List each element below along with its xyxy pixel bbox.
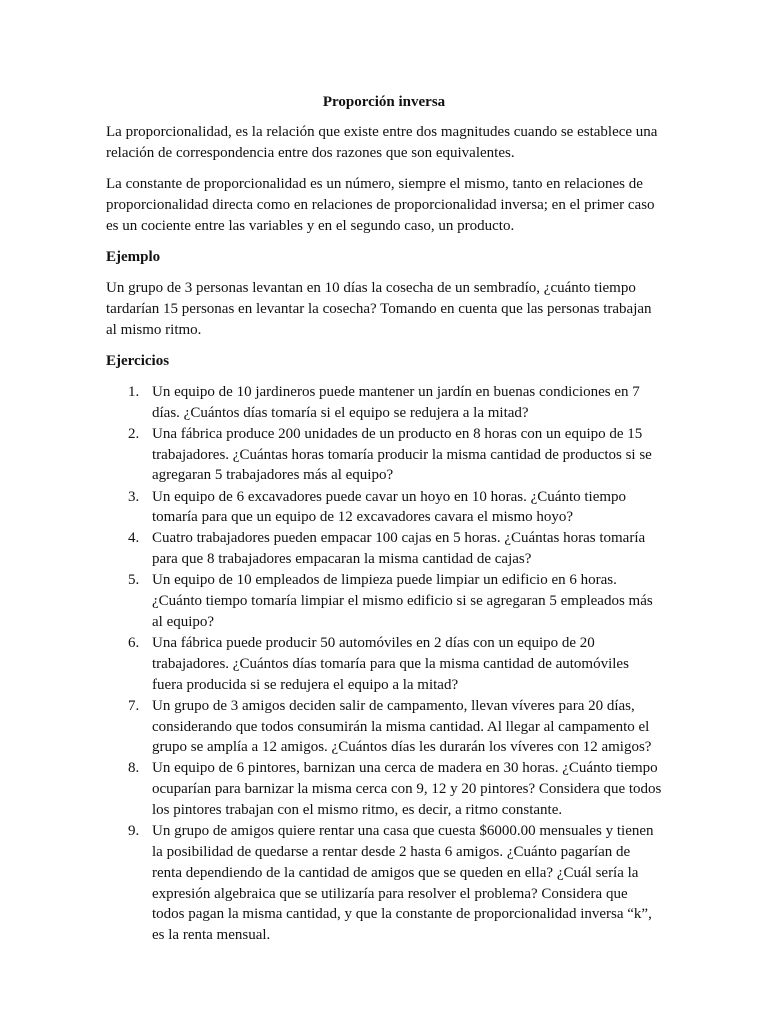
exercise-text: Un equipo de 10 empleados de limpieza puede limpiar un edificio en 6 horas. ¿Cuánto tiempo tomaría limpiar el mismo edificio si se agregaran 5 empleados más al equipo?	[152, 572, 653, 630]
exercise-item	[106, 570, 662, 632]
exercise-text: Un equipo de 6 excavadores puede cavar un hoyo en 10 horas. ¿Cuánto tiempo tomaría para que un equipo de 12 excavadores cavara el mismo hoyo?	[152, 488, 627, 526]
exercise-text: Una fábrica puede producir 50 automóviles en 2 días con un equipo de 20 trabajadores. ¿Cuántos días tomaría para que la misma cantidad de automóviles fuera producida si se redujera el equipo a la mitad?	[152, 635, 629, 693]
exercise-item	[106, 758, 662, 820]
exercise-number: 9.	[128, 823, 140, 840]
example-paragraph: Un grupo de 3 personas levantan en 10 días la cosecha de un sembradío, ¿cuánto tiempo tardarían 15 personas en levantar la cosecha? Tomando en cuenta que las personas trabajan al mismo ritmo.	[106, 280, 652, 338]
exercise-text: Cuatro trabajadores pueden empacar 100 cajas en 5 horas. ¿Cuántas horas tomaría para que 8 trabajadores empacaran la misma cantidad de cajas?	[152, 530, 646, 568]
exercise-number: 7.	[128, 697, 140, 714]
exercise-item	[106, 633, 662, 695]
exercises-heading: Ejercicios	[106, 353, 170, 369]
intro-paragraph-2: La constante de proporcionalidad es un número, siempre el mismo, tanto en relaciones de proporcionalidad directa como en relaciones de proporcionalidad inversa; en el primer caso es un cociente entre las variables y en el segundo caso, un producto.	[106, 176, 655, 234]
exercise-list	[106, 382, 662, 946]
exercise-number: 2.	[128, 425, 140, 442]
exercise-number: 8.	[128, 760, 140, 777]
exercise-number: 5.	[128, 572, 140, 589]
intro-paragraph-1: La proporcionalidad, es la relación que existe entre dos magnitudes cuando se establece una relación de correspondencia entre dos razones que son equivalentes.	[106, 124, 658, 161]
exercise-number: 3.	[128, 488, 140, 505]
exercise-text: Un equipo de 6 pintores, barnizan una cerca de madera en 30 horas. ¿Cuánto tiempo ocuparían para barnizar la misma cerca con 9, 12 y 20 pintores? Considera que todos los pintores trabajan con el mismo ritmo, es decir, a ritmo constante.	[152, 760, 662, 819]
page-title: Proporción inversa	[322, 94, 446, 110]
exercise-text: Un equipo de 10 jardineros puede mantener un jardín en buenas condiciones en 7 días. ¿Cuántos días tomaría si el equipo se redujera a la mitad?	[152, 384, 640, 421]
exercise-text: Un grupo de amigos quiere rentar una casa que cuesta $6000.00 mensuales y tienen la posibilidad de quedarse a rentar desde 2 hasta 6 amigos. ¿Cuánto pagarían de renta dependiendo de la cantidad de amigos que se queden en ella? ¿Cuál sería la expresión algebraica que se utilizaría para resolver el problema? Considera que todos pagan la misma cantidad, y que la constante de proporcionalidad inversa “k”, es la renta mensual.	[152, 823, 654, 944]
exercise-number: 1.	[128, 384, 140, 400]
exercise-text: Una fábrica produce 200 unidades de un producto en 8 horas con un equipo de 15 trabajadores. ¿Cuántas horas tomaría producir la misma cantidad de productos si se agregaran 5 trabajadores más al equipo?	[152, 425, 652, 484]
exercise-item	[106, 487, 662, 529]
document-page	[106, 92, 662, 946]
exercise-number: 6.	[128, 635, 140, 652]
exercise-item	[106, 696, 662, 758]
exercise-text: Un grupo de 3 amigos deciden salir de campamento, llevan víveres para 20 días, considerando que todos consumirán la misma cantidad. Al llegar al campamento el grupo se amplía a 12 amigos. ¿Cuántos días les durarán los víveres con 12 amigos?	[152, 697, 652, 756]
exercise-number: 4.	[128, 530, 140, 547]
example-heading: Ejemplo	[106, 249, 161, 265]
exercise-item	[106, 528, 662, 570]
exercise-item	[106, 424, 662, 486]
exercise-item	[106, 821, 662, 946]
exercise-item	[106, 382, 662, 424]
